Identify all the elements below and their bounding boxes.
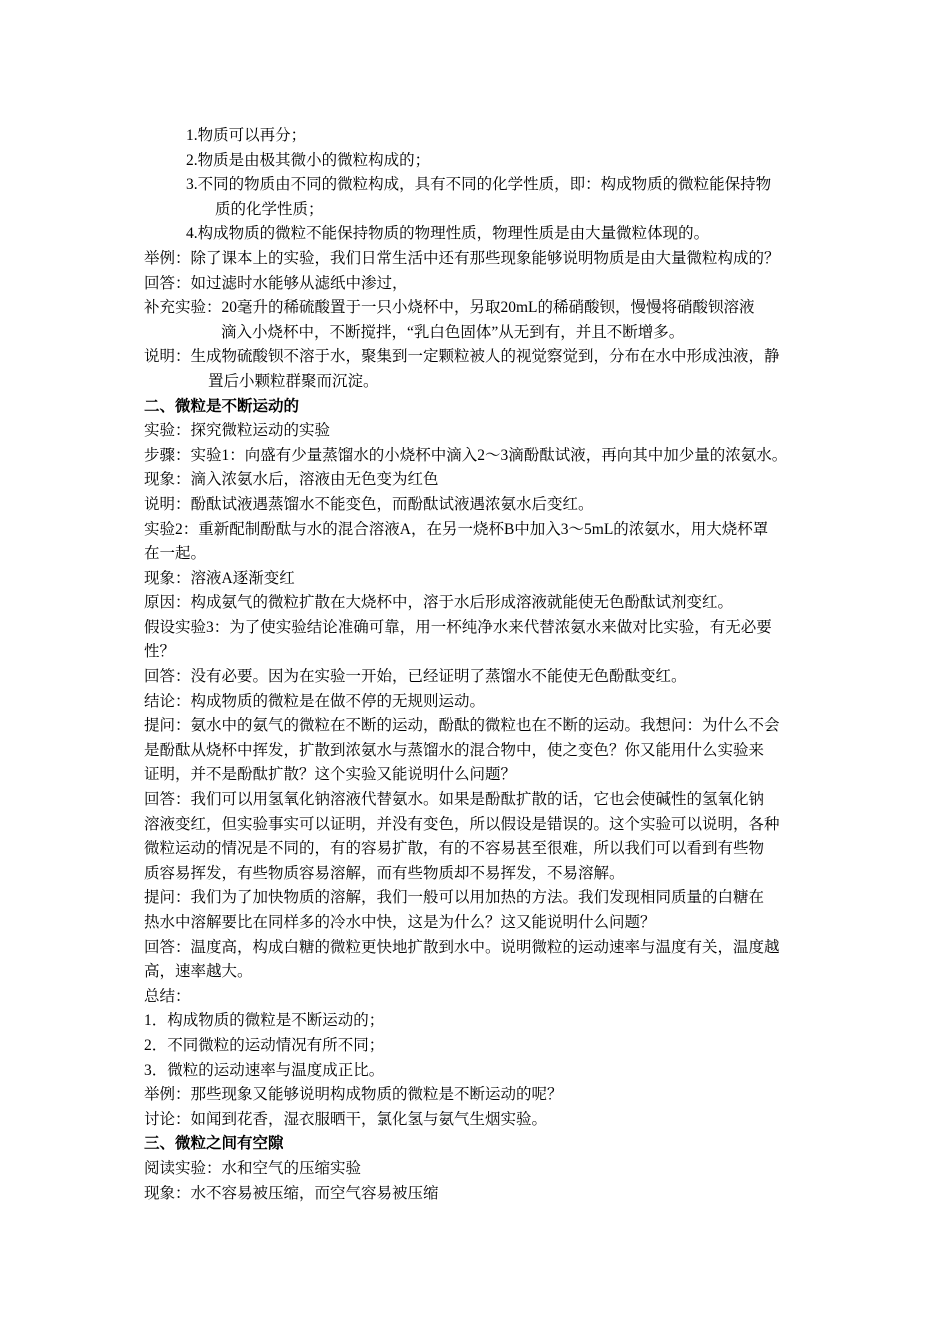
- text-line: 原因：构成氨气的微粒扩散在大烧杯中，溶于水后形成溶液就能使无色酚酞试剂变红。: [144, 594, 734, 612]
- text-line: 回答：没有必要。因为在实验一开始，已经证明了蒸馏水不能使无色酚酞变红。: [144, 668, 687, 686]
- text-line: 举例：那些现象又能够说明构成物质的微粒是不断运动的呢？: [144, 1086, 563, 1104]
- text-line: 高，速率越大。: [144, 963, 253, 981]
- text-line: 实验2：重新配制酚酞与水的混合溶液A，在另一烧杯B中加入3～5mL的浓氨水，用大烧杯罩: [144, 520, 769, 538]
- text-line: 3.不同的物质由不同的微粒构成，具有不同的化学性质，即：构成物质的微粒能保持物: [186, 176, 772, 194]
- text-line: 是酚酞从烧杯中挥发，扩散到浓氨水与蒸馏水的混合物中，使之变色？你又能用什么实验来: [144, 741, 765, 759]
- text-line: 举例：除了课本上的实验，我们日常生活中还有那些现象能够说明物质是由大量微粒构成的？: [144, 249, 780, 267]
- text-line: 1.物质可以再分；: [186, 127, 307, 144]
- text-line: 置后小颗粒群聚而沉淀。: [208, 372, 379, 390]
- text-line: 总结：: [144, 987, 191, 1005]
- text-line: 3．微粒的运动速率与温度成正比。: [144, 1061, 385, 1079]
- text-line: 4.构成物质的微粒不能保持物质的物理性质，物理性质是由大量微粒体现的。: [186, 225, 710, 243]
- section-heading: 二、微粒是不断运动的: [144, 397, 300, 415]
- text-line: 说明：生成物硫酸钡不溶于水，聚集到一定颗粒被人的视觉察觉到，分布在水中形成浊液，静: [144, 348, 780, 366]
- text-line: 讨论：如闻到花香，湿衣服晒干，氯化氢与氨气生烟实验。: [144, 1110, 548, 1128]
- text-line: 结论：构成物质的微粒是在做不停的无规则运动。: [144, 692, 486, 710]
- document-body: [144, 124, 834, 1206]
- text-line: 质的化学性质；: [215, 200, 324, 218]
- text-line: 提问：我们为了加快物质的溶解，我们一般可以用加热的方法。我们发现相同质量的白糖在: [144, 889, 765, 907]
- text-line: 步骤：实验1：向盛有少量蒸馏水的小烧杯中滴入2～3滴酚酞试液，再向其中加少量的浓氨水。: [144, 446, 788, 464]
- text-line: 质容易挥发，有些物质容易溶解，而有些物质却不易挥发，不易溶解。: [144, 864, 625, 882]
- text-line: 性？: [144, 643, 176, 661]
- text-line: 2.物质是由极其微小的微粒构成的；: [186, 151, 431, 169]
- text-line: 现象：滴入浓氨水后，溶液由无色变为红色: [144, 471, 439, 489]
- text-line: 滴入小烧杯中，不断搅拌，“乳白色固体”从无到有，并且不断增多。: [221, 323, 685, 341]
- text-line: 在一起。: [144, 545, 207, 563]
- text-line: 提问：氨水中的氨气的微粒在不断的运动，酚酞的微粒也在不断的运动。我想问：为什么不会: [144, 717, 780, 735]
- text-line: 假设实验3：为了使实验结论准确可靠，用一杯纯净水来代替浓氨水来做对比实验，有无必要: [144, 618, 772, 636]
- text-line: 热水中溶解要比在同样多的冷水中快，这是为什么？这又能说明什么问题？: [144, 914, 656, 931]
- text-line: 说明：酚酞试液遇蒸馏水不能变色，而酚酞试液遇浓氨水后变红。: [144, 495, 594, 513]
- text-line: 证明，并不是酚酞扩散？这个实验又能说明什么问题？: [144, 766, 517, 784]
- text-line: 补充实验：20毫升的稀硫酸置于一只小烧杯中，另取20mL的稀硝酸钡，慢慢将硝酸钡溶液: [144, 299, 755, 317]
- text-line: 回答：如过滤时水能够从滤纸中渗过，: [144, 274, 408, 292]
- text-line: 1．构成物质的微粒是不断运动的；: [144, 1012, 385, 1030]
- text-line: 微粒运动的情况是不同的，有的容易扩散，有的不容易甚至很难，所以我们可以看到有些物: [144, 840, 765, 858]
- text-line: 2．不同微粒的运动情况有所不同；: [144, 1036, 385, 1054]
- text-line: 回答：温度高，构成白糖的微粒更快地扩散到水中。说明微粒的运动速率与温度有关，温度越: [144, 938, 780, 956]
- text-line: 溶液变红，但实验事实可以证明，并没有变色，所以假设是错误的。这个实验可以说明，各种: [144, 815, 780, 833]
- text-line: 现象：溶液A逐渐变红: [144, 569, 295, 587]
- section-heading: 三、微粒之间有空隙: [144, 1135, 284, 1153]
- text-line: 回答：我们可以用氢氧化钠溶液代替氨水。如果是酚酞扩散的话，它也会使碱性的氢氧化钠: [144, 791, 765, 809]
- text-line: 实验：探究微粒运动的实验: [144, 422, 331, 440]
- text-line: 阅读实验：水和空气的压缩实验: [144, 1159, 362, 1177]
- text-line: 现象：水不容易被压缩，而空气容易被压缩: [144, 1184, 439, 1202]
